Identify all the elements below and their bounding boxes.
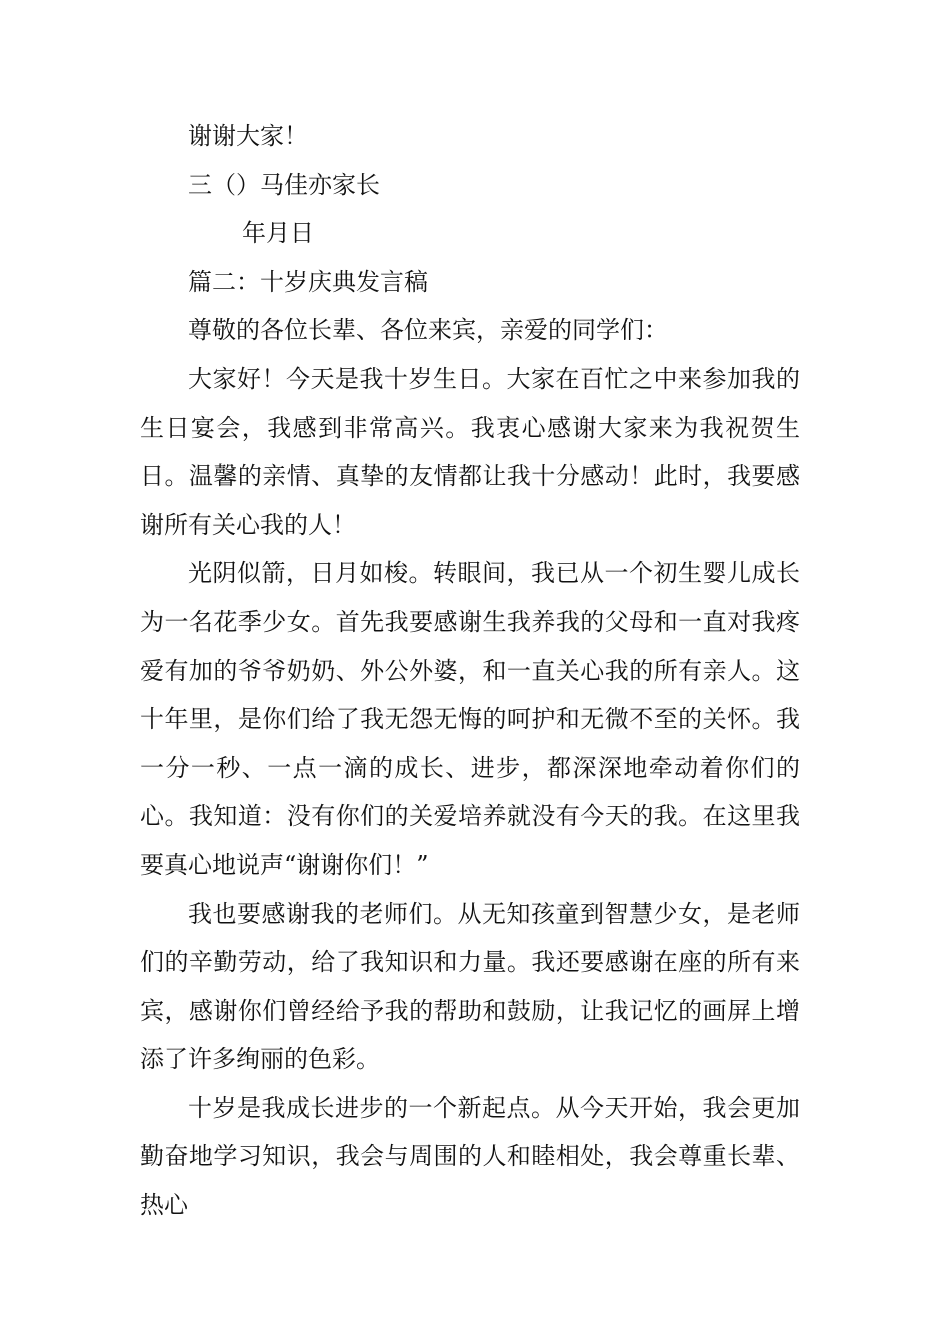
paragraph-greeting: 大家好！今天是我十岁生日。大家在百忙之中来参加我的生日宴会，我感到非常高兴。我衷心感谢大家来为我祝贺生日。温馨的亲情、真挚的友情都让我十分感动！此时，我要感谢所有关心我的人！ [140,364,800,539]
paragraph-parents: 光阴似箭，日月如梭。转眼间，我已从一个初生婴儿成长为一名花季少女。首先我要感谢生我养我的父母和一直对我疼爱有加的爷爷奶奶、外公外婆，和一直关心我的所有亲人。这十年里，是你们给了我无怨无悔的呵护和无微不至的关怀。我一分一秒、一点一滴的成长、进步，都深深地牵动着你们的心。我知道：没有你们的关爱培养就没有今天的我。在这里我要真心地说声“谢谢你们！” [140,559,800,879]
salutation: 尊敬的各位长辈、各位来宾，亲爱的同学们： [188,316,668,345]
document-page [140,112,800,1230]
date-line: 年月日 [242,219,314,248]
closing-thanks: 谢谢大家！ [188,122,308,150]
signature-line: 三（）马佳亦家长 [188,170,380,199]
section-title: 篇二：十岁庆典发言稿 [188,267,428,296]
paragraph-future: 十岁是我成长进步的一个新起点。从今天开始，我会更加勤奋地学习知识，我会与周围的人和睦相处，我会尊重长辈、热心 [140,1093,800,1220]
paragraph-teachers: 我也要感谢我的老师们。从无知孩童到智慧少女，是老师们的辛勤劳动，给了我知识和力量。我还要感谢在座的所有来宾，感谢你们曾经给予我的帮助和鼓励，让我记忆的画屏上增添了许多绚丽的色彩。 [140,899,800,1074]
